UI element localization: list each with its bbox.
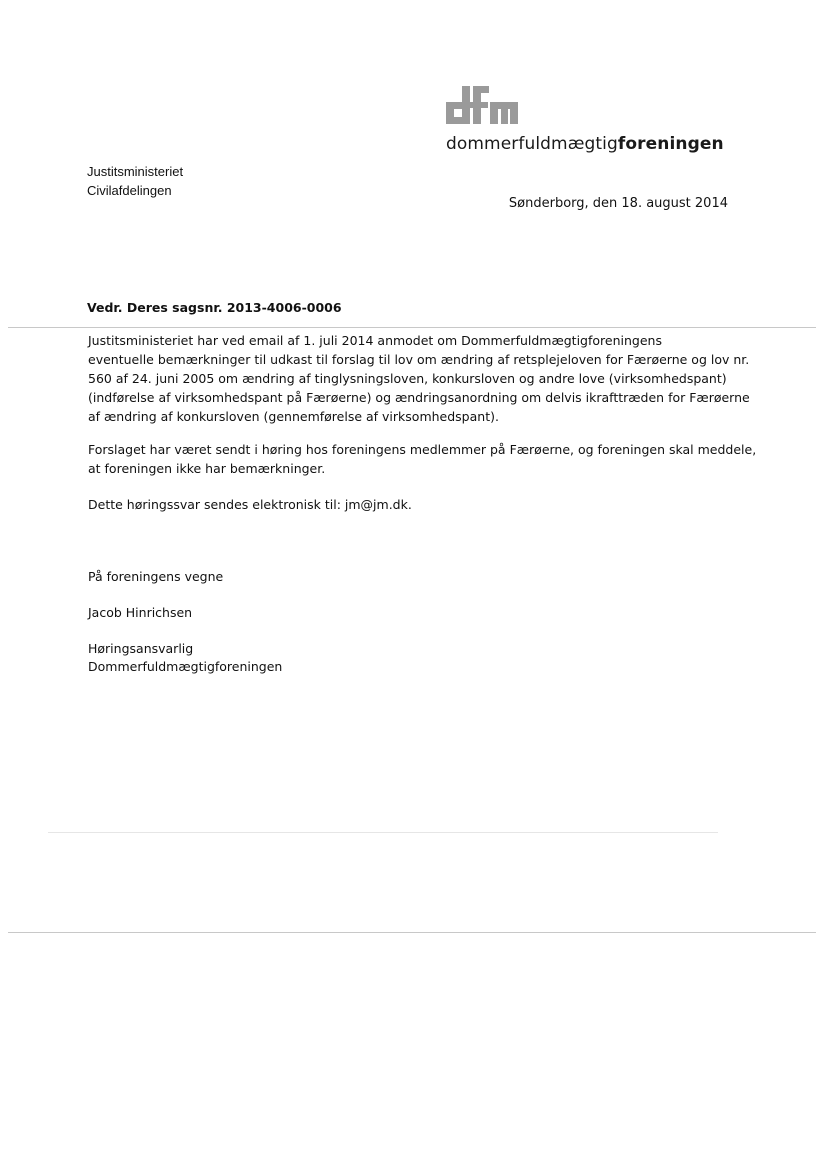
- scan-line-bottom: [8, 932, 816, 933]
- letter-date: Sønderborg, den 18. august 2014: [508, 196, 728, 211]
- signature-name: Jacob Hinrichsen: [88, 605, 193, 620]
- signature-organization: Dommerfuldmægtigforeningen: [88, 659, 283, 674]
- paragraph-line: 560 af 24. juni 2005 om ændring af tinglysningsloven, konkursloven og andre love (virksomhedspant): [88, 371, 727, 386]
- paragraph-line: Forslaget har været sendt i høring hos foreningens medlemmer på Færøerne, og foreningen skal meddele,: [88, 442, 757, 457]
- organization-wordmark: [446, 134, 724, 154]
- signature-title: Høringsansvarlig: [88, 641, 194, 656]
- scan-line-middle: [48, 832, 718, 833]
- paragraph-line: eventuelle bemærkninger til udkast til forslag til lov om ændring af retsplejeloven for Færøerne og lov nr.: [88, 352, 750, 367]
- recipient-address: [87, 162, 183, 200]
- paragraph-line: Dette høringssvar sendes elektronisk til: jm@jm.dk.: [88, 497, 412, 512]
- recipient-line-2: Civilafdelingen: [87, 183, 172, 198]
- scan-line-top: [8, 327, 816, 328]
- wordmark-bold: foreningen: [617, 134, 724, 154]
- body-paragraph-2: [88, 440, 757, 478]
- paragraph-line: at foreningen ikke har bemærkninger.: [88, 461, 326, 476]
- body-paragraph-3: [88, 495, 728, 514]
- dfm-logo-icon: [446, 84, 518, 130]
- letter-subject: Vedr. Deres sagsnr. 2013-4006-0006: [87, 300, 342, 315]
- body-paragraph-1: [88, 331, 750, 426]
- recipient-line-1: Justitsministeriet: [87, 164, 184, 179]
- paragraph-line: Justitsministeriet har ved email af 1. juli 2014 anmodet om Dommerfuldmægtigforeningens: [88, 333, 662, 348]
- paragraph-line: af ændring af konkursloven (gennemførelse af virksomhedspant).: [88, 409, 499, 424]
- wordmark-regular: dommerfuldmægtig: [446, 134, 618, 154]
- signature-on-behalf: På foreningens vegne: [88, 569, 224, 584]
- paragraph-line: (indførelse af virksomhedspant på Færøerne) og ændringsanordning om delvis ikrafttræden for Færøerne: [88, 390, 750, 405]
